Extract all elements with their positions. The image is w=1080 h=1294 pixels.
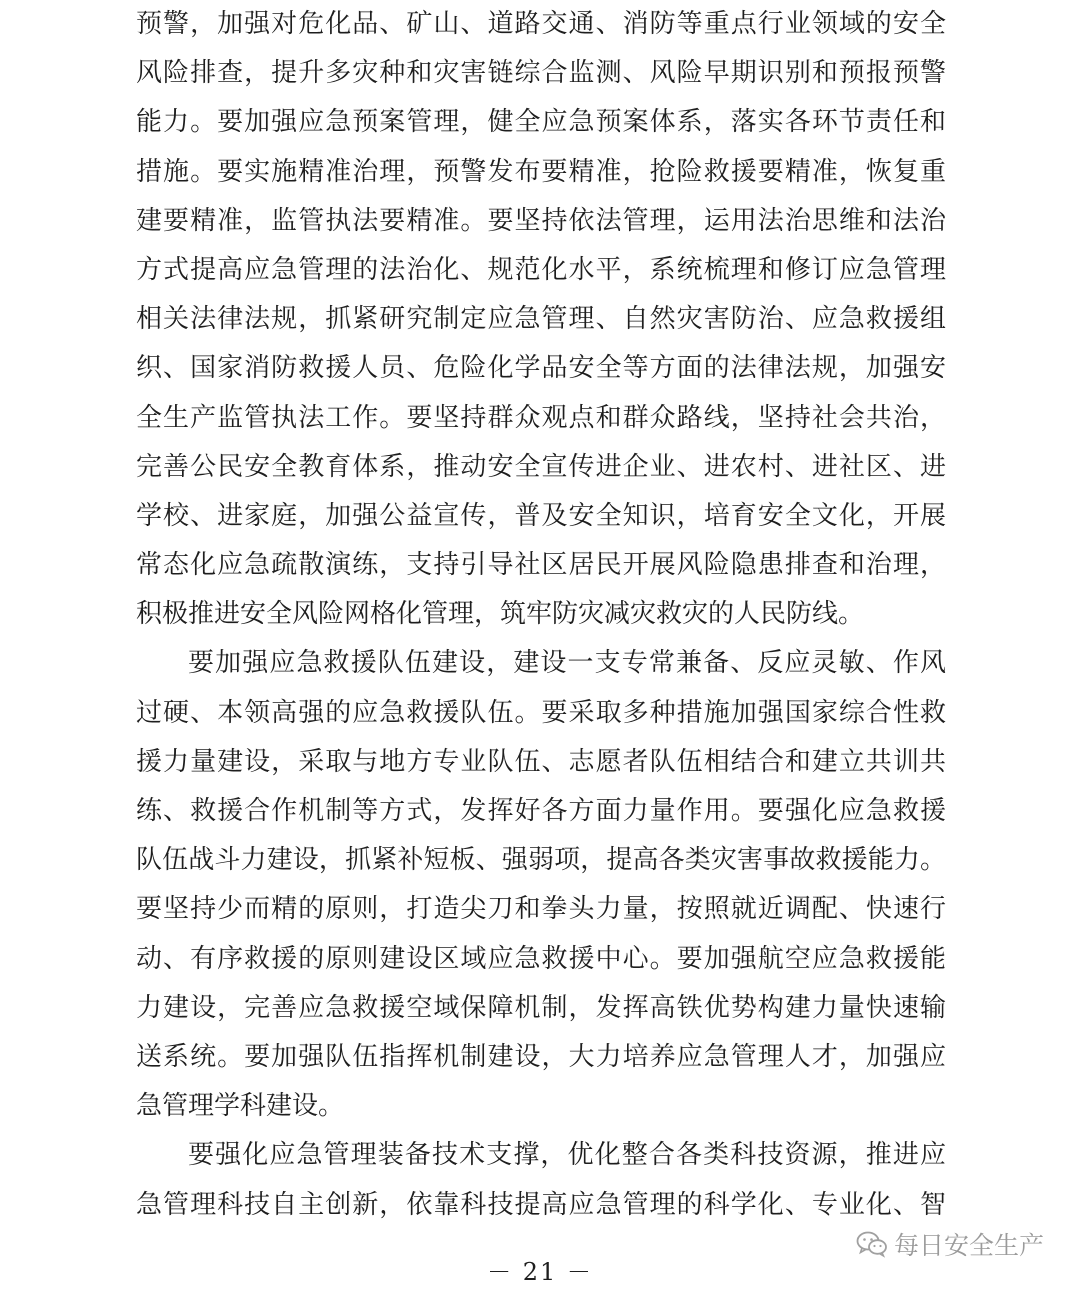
text-line: 动、有序救援的原则建设区域应急救援中心。要加强航空应急救援能 [136,943,946,974]
text-line: 织、国家消防救援人员、危险化学品安全等方面的法律法规，加强安 [136,353,946,384]
text-line: 完善公民安全教育体系，推动安全宣传进企业、进农村、进社区、进 [136,451,946,482]
watermark-text: 每日安全生产 [893,1231,1044,1260]
text-line: 力建设，完善应急救援空域保障机制，发挥高铁优势构建力量快速输 [136,992,946,1023]
paragraph-1 [136,0,946,639]
text-line: 练、救援合作机制等方式，发挥好各方面力量作用。要强化应急救援 [136,796,946,826]
text-line: 学校、进家庭，加强公益宣传，普及安全知识，培育安全文化，开展 [136,500,946,531]
text-line: 措施。要实施精准治理，预警发布要精准，抢险救援要精准，恢复重 [136,156,946,187]
paragraph-2 [136,639,946,1131]
text-line: 急管理学科建设。 [136,1091,345,1122]
text-line: 急管理科技自主创新，依靠科技提高应急管理的科学化、专业化、智 [136,1189,946,1220]
text-line: 送系统。要加强队伍指挥机制建设，大力培养应急管理人才，加强应 [136,1041,946,1072]
text-line: 风险排查，提升多灾种和灾害链综合监测、风险早期识别和预报预警 [136,58,946,89]
text-line: 积极推进安全风险网格化管理，筑牢防灾减灾救灾的人民防线。 [136,599,865,630]
text-line: 援力量建设，采取与地方专业队伍、志愿者队伍相结合和建立共训共 [136,746,946,777]
paragraph-3 [136,1131,946,1229]
text-line: 全生产监管执法工作。要坚持群众观点和群众路线，坚持社会共治， [136,402,946,433]
text-line: 要坚持少而精的原则，打造尖刀和拳头力量，按照就近调配、快速行 [136,894,946,925]
text-line: 建要精准，监管执法要精准。要坚持依法管理，运用法治思维和法治 [136,205,946,236]
text-line: 能力。要加强应急预案管理，健全应急预案体系，落实各环节责任和 [136,107,946,138]
text-line: 预警，加强对危化品、矿山、道路交通、消防等重点行业领域的安全 [136,9,946,39]
body-text [136,0,946,1230]
text-line: 队伍战斗力建设，抓紧补短板、强弱项，提高各类灾害事故救援能力。 [136,845,946,876]
page-number: － 21 － [487,1258,593,1286]
text-line: 要加强应急救援队伍建设，建设一支专常兼备、反应灵敏、作风 [188,648,946,679]
text-line: 常态化应急疏散演练，支持引导社区居民开展风险隐患排查和治理， [136,550,946,581]
text-line: 过硬、本领高强的应急救援队伍。要采取多种措施加强国家综合性救 [136,697,946,728]
text-line: 要强化应急管理装备技术支撑，优化整合各类科技资源，推进应 [188,1140,946,1171]
text-line: 相关法律法规，抓紧研究制定应急管理、自然灾害防治、应急救援组 [136,304,946,335]
text-line: 方式提高应急管理的法治化、规范化水平，系统梳理和修订应急管理 [136,254,946,285]
